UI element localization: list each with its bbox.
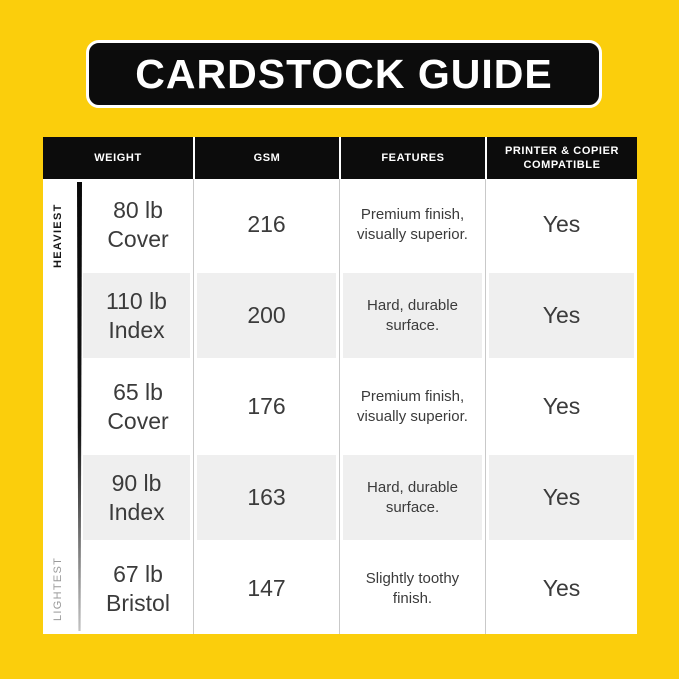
weight-line-1: 110 lb — [106, 287, 167, 314]
header-cell-features: FEATURES — [339, 137, 485, 179]
heaviest-label: HEAVIEST — [52, 203, 64, 269]
weight-cell — [43, 452, 193, 543]
weight-line-2: Cover — [107, 407, 169, 434]
gsm-cell: 176 — [193, 361, 339, 452]
features-text: Hard, durable surface. — [367, 479, 458, 516]
cardstock-table — [43, 137, 637, 634]
features-cell — [339, 452, 485, 543]
gsm-cell: 163 — [193, 452, 339, 543]
features-cell — [339, 179, 485, 270]
weight-line-2: Cover — [107, 225, 169, 252]
compatible-cell: Yes — [485, 361, 637, 452]
weight-line-2: Bristol — [106, 589, 170, 616]
gsm-cell: 147 — [193, 543, 339, 634]
table-row — [43, 452, 637, 543]
features-text: Hard, durable surface. — [367, 297, 458, 334]
compatible-cell: Yes — [485, 270, 637, 361]
weight-line-1: 65 lb — [113, 378, 163, 405]
weight-line-1: 90 lb — [111, 469, 162, 496]
table-row — [43, 270, 637, 361]
weight-line-1: 67 lb — [113, 560, 163, 587]
table-row — [43, 179, 637, 270]
page-title: CARDSTOCK GUIDE — [135, 50, 553, 97]
features-text: Premium finish, visually superior. — [357, 388, 468, 425]
title-banner — [86, 40, 602, 108]
features-text: Slightly toothy finish. — [365, 570, 460, 607]
gsm-cell: 200 — [193, 270, 339, 361]
gsm-cell: 216 — [193, 179, 339, 270]
lightest-label: LIGHTEST — [52, 556, 64, 621]
compatible-cell: Yes — [485, 452, 637, 543]
weight-cell — [43, 361, 193, 452]
compatible-cell: Yes — [485, 179, 637, 270]
table-row — [43, 543, 637, 634]
header-cell-gsm: GSM — [193, 137, 339, 179]
weight-line-2: Index — [108, 316, 165, 343]
compatible-cell: Yes — [485, 543, 637, 634]
header-cell-weight: WEIGHT — [94, 151, 142, 164]
header-cell-compatible: PRINTER & COPIER COMPATIBLE — [485, 137, 637, 179]
weight-line-2: Index — [108, 498, 165, 525]
table-header-row — [43, 137, 637, 179]
table-row — [43, 361, 637, 452]
weight-line-1: 80 lb — [113, 196, 163, 223]
features-cell — [339, 270, 485, 361]
features-cell — [339, 543, 485, 634]
features-cell — [339, 361, 485, 452]
features-text: Premium finish, visually superior. — [357, 206, 468, 243]
